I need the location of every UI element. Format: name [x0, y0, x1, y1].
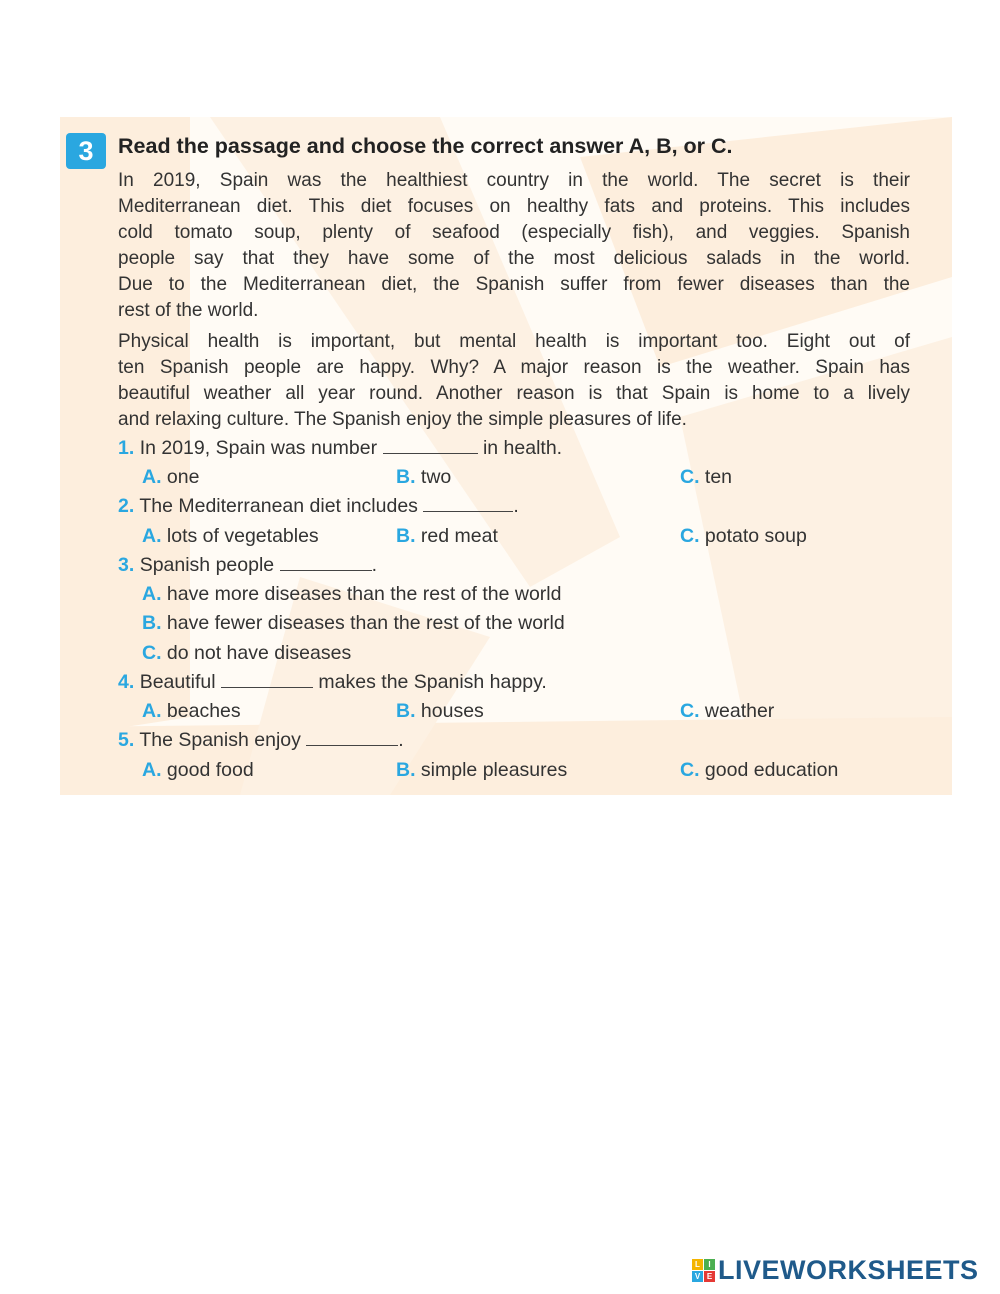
question-number: 5. [118, 729, 135, 751]
option-letter: C. [680, 700, 700, 722]
logo-squares-icon [692, 1259, 715, 1282]
answer-blank[interactable] [280, 552, 372, 571]
option-text: one [166, 466, 200, 488]
question-text-before: The Mediterranean diet includes [139, 495, 418, 517]
option-text: houses [420, 700, 484, 722]
passage-line: In 2019, Spain was the healthiest country in the world. The secret is their [118, 170, 910, 191]
option-text: do not have diseases [166, 642, 352, 664]
option-text: ten [704, 466, 733, 488]
option-letter: B. [396, 525, 416, 547]
question-4 [118, 669, 547, 695]
passage-line: and relaxing culture. The Spanish enjoy the simple pleasures of life. [118, 409, 687, 430]
question-text-after: . [371, 554, 377, 576]
question-text-before: The Spanish enjoy [139, 729, 301, 751]
passage-line: Due to the Mediterranean diet, the Spanish suffer from fewer diseases than the [118, 274, 910, 295]
option-letter: C. [680, 525, 700, 547]
liveworksheets-logo[interactable] [692, 1253, 979, 1287]
option-2a[interactable] [142, 523, 319, 549]
option-2c[interactable] [680, 523, 807, 549]
option-2b[interactable] [396, 523, 498, 549]
exercise-number-badge: 3 [66, 133, 106, 169]
answer-blank[interactable] [423, 493, 513, 512]
answer-blank[interactable] [221, 669, 313, 688]
option-letter: A. [142, 700, 162, 722]
logo-square: L [692, 1259, 703, 1270]
option-5c[interactable] [680, 757, 838, 783]
question-text-before: Beautiful [139, 671, 216, 693]
option-4b[interactable] [396, 698, 484, 724]
question-1 [118, 435, 562, 461]
option-letter: B. [396, 466, 416, 488]
option-text: good food [166, 759, 254, 781]
option-letter: C. [680, 466, 700, 488]
option-text: lots of vegetables [166, 525, 319, 547]
option-letter: C. [680, 759, 700, 781]
question-text-before: In 2019, Spain was number [139, 437, 378, 459]
logo-text: LIVEWORKSHEETS [718, 1254, 979, 1285]
passage-line: Physical health is important, but mental health is important too. Eight out of [118, 331, 910, 352]
option-4a[interactable] [142, 698, 241, 724]
option-4c[interactable] [680, 698, 774, 724]
option-3c[interactable] [142, 640, 351, 666]
option-1c[interactable] [680, 464, 732, 490]
question-text-after: . [513, 495, 519, 517]
option-5a[interactable] [142, 757, 254, 783]
logo-square: E [704, 1271, 715, 1282]
option-text: potato soup [704, 525, 807, 547]
question-3 [118, 552, 377, 578]
logo-square: I [704, 1259, 715, 1270]
option-1b[interactable] [396, 464, 451, 490]
option-text: simple pleasures [420, 759, 568, 781]
option-3b[interactable] [142, 610, 565, 636]
passage-line: people say that they have some of the most delicious salads in the world. [118, 248, 910, 269]
question-number: 1. [118, 437, 135, 459]
option-text: beaches [166, 700, 241, 722]
answer-blank[interactable] [383, 435, 478, 454]
question-text-before: Spanish people [139, 554, 275, 576]
option-letter: A. [142, 583, 162, 605]
passage-line: Mediterranean diet. This diet focuses on healthy fats and proteins. This includes [118, 196, 910, 217]
logo-square: V [692, 1271, 703, 1282]
passage-paragraph-2 [118, 329, 910, 433]
option-letter: B. [396, 700, 416, 722]
passage-paragraph-1 [118, 168, 910, 324]
passage-line: cold tomato soup, plenty of seafood (especially fish), and veggies. Spanish [118, 222, 910, 243]
option-letter: B. [396, 759, 416, 781]
option-letter: B. [142, 612, 162, 634]
option-text: two [420, 466, 452, 488]
option-5b[interactable] [396, 757, 567, 783]
question-text-after: in health. [482, 437, 563, 459]
option-3a[interactable] [142, 581, 561, 607]
question-number: 4. [118, 671, 135, 693]
option-letter: C. [142, 642, 162, 664]
passage-line: ten Spanish people are happy. Why? A major reason is the weather. Spain has [118, 357, 910, 378]
option-letter: A. [142, 466, 162, 488]
passage-line: rest of the world. [118, 300, 259, 321]
option-letter: A. [142, 525, 162, 547]
question-2 [118, 493, 519, 519]
passage-line: beautiful weather all year round. Another reason is that Spain is home to a lively [118, 383, 910, 404]
option-1a[interactable] [142, 464, 199, 490]
answer-blank[interactable] [306, 727, 398, 746]
question-5 [118, 727, 404, 753]
option-text: have fewer diseases than the rest of the world [166, 612, 565, 634]
option-letter: A. [142, 759, 162, 781]
question-text-after: . [398, 729, 404, 751]
option-text: weather [704, 700, 775, 722]
question-number: 3. [118, 554, 135, 576]
option-text: good education [704, 759, 839, 781]
option-text: have more diseases than the rest of the world [166, 583, 562, 605]
question-text-after: makes the Spanish happy. [318, 671, 547, 693]
option-text: red meat [420, 525, 498, 547]
question-number: 2. [118, 495, 135, 517]
exercise-heading: Read the passage and choose the correct answer A, B, or C. [118, 134, 733, 158]
